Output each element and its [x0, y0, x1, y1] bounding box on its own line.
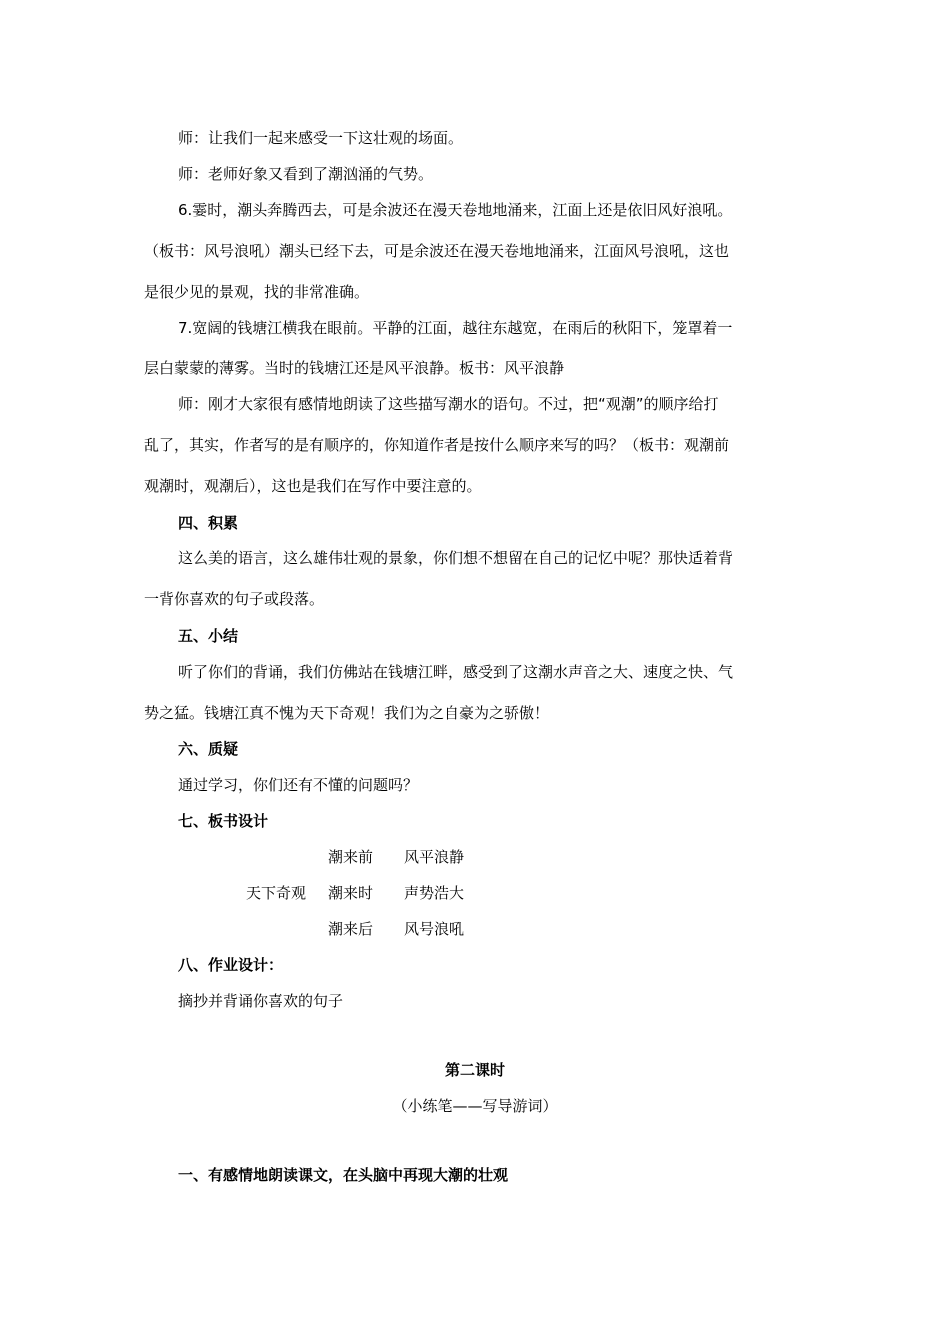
paragraph-line: 是很少见的景观，找的非常准确。 — [144, 283, 370, 301]
section-heading: 七、板书设计 — [178, 812, 269, 830]
section-heading: 六、质疑 — [178, 740, 239, 758]
paragraph-line: 师：让我们一起来感受一下这壮观的场面。 — [178, 129, 464, 147]
paragraph-line: 师：刚才大家很有感情地朗读了这些描写潮水的语句。不过，把“观潮”的顺序给打 — [178, 395, 719, 413]
paragraph-line: 摘抄并背诵你喜欢的句子 — [178, 992, 344, 1010]
board-desc: 风号浪吼 — [404, 920, 465, 938]
section-heading: 八、作业设计： — [178, 956, 284, 974]
paragraph-line: 势之猛。钱塘江真不愧为天下奇观！我们为之自豪为之骄傲！ — [144, 704, 550, 722]
section-heading: 四、积累 — [178, 514, 239, 532]
board-stage: 潮来前 — [328, 848, 374, 866]
paragraph-line: 层白蒙蒙的薄雾。当时的钱塘江还是风平浪静。板书：风平浪静 — [144, 359, 565, 377]
lesson-title: 第二课时 — [444, 1061, 505, 1079]
paragraph-line: 6.霎时，潮头奔腾西去，可是余波还在漫天卷地地涌来，江面上还是依旧风好浪吼。 — [178, 201, 733, 219]
paragraph-line: 听了你们的背诵，我们仿佛站在钱塘江畔，感受到了这潮水声音之大、速度之快、气 — [178, 663, 734, 681]
paragraph-line: 一背你喜欢的句子或段落。 — [144, 590, 325, 608]
paragraph-line: 这么美的语言，这么雄伟壮观的景象，你们想不想留在自己的记忆中呢？那快适着背 — [178, 549, 734, 567]
section-heading: 一、有感情地朗读课文，在头脑中再现大潮的壮观 — [178, 1166, 509, 1184]
board-title: 天下奇观 — [246, 884, 307, 902]
board-desc: 风平浪静 — [404, 848, 465, 866]
section-heading: 五、小结 — [178, 627, 239, 645]
paragraph-line: 乱了，其实，作者写的是有顺序的，你知道作者是按什么顺序来写的吗？（板书：观潮前 — [144, 436, 730, 454]
paragraph-line: （板书：风号浪吼）潮头已经下去，可是余波还在漫天卷地地涌来，江面风号浪吼，这也 — [144, 242, 730, 260]
board-stage: 潮来时 — [328, 884, 374, 902]
board-stage: 潮来后 — [328, 920, 374, 938]
paragraph-line: 7.宽阔的钱塘江横我在眼前。平静的江面，越往东越宽，在雨后的秋阳下，笼罩着一 — [178, 319, 733, 337]
board-row — [0, 918, 950, 940]
paragraph-line: 观潮时，观潮后），这也是我们在写作中要注意的。 — [144, 477, 482, 495]
board-row — [0, 882, 950, 904]
lesson-subtitle: （小练笔——写导游词） — [392, 1097, 558, 1115]
board-desc: 声势浩大 — [404, 884, 465, 902]
paragraph-line: 师：老师好象又看到了潮汹涌的气势。 — [178, 165, 434, 183]
board-row — [0, 846, 950, 868]
paragraph-line: 通过学习，你们还有不懂的问题吗？ — [178, 776, 419, 794]
